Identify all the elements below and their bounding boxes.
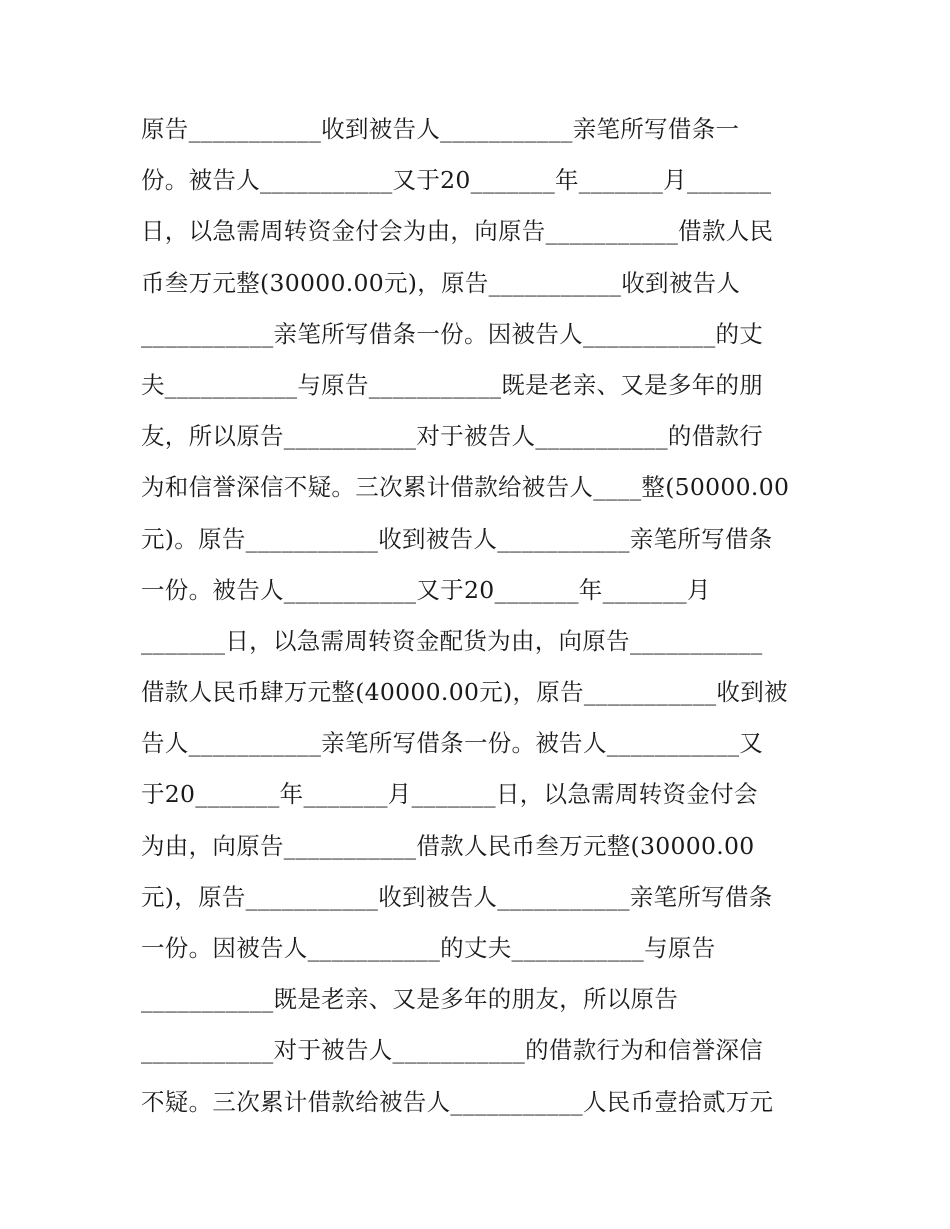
text-line: 元)，原告___________收到被告人___________亲笔所写借条 <box>141 882 773 911</box>
text-line: 不疑。三次累计借款给被告人___________人民币壹拾贰万元 <box>141 1087 774 1116</box>
text-line: _______日，以急需周转资金配货为由，向原告___________ <box>141 626 763 655</box>
text-line: 元)。原告___________收到被告人___________亲笔所写借条 <box>141 524 773 553</box>
text-line: 币叁万元整(30000.00元)，原告___________收到被告人 <box>141 268 741 297</box>
text-line: 一份。因被告人___________的丈夫___________与原告 <box>141 934 716 962</box>
text-line: 为由，向原告___________借款人民币叁万元整(30000.00 <box>141 831 755 860</box>
document-body <box>141 104 821 1128</box>
text-line: 日，以急需周转资金付会为由，向原告___________借款人民 <box>141 217 774 246</box>
text-line: 夫___________与原告___________既是老亲、又是多年的朋 <box>141 370 764 399</box>
text-line: 一份。被告人___________又于20_______年_______月 <box>141 575 711 604</box>
text-line: 份。被告人___________又于20_______年_______月_______ <box>141 166 772 195</box>
text-line: 为和信誉深信不疑。三次累计借款给被告人____整(50000.00 <box>141 473 790 502</box>
text-line: ___________既是老亲、又是多年的朋友，所以原告 <box>141 985 679 1014</box>
text-line: 友，所以原告___________对于被告人___________的借款行 <box>141 422 764 451</box>
text-line: 告人___________亲笔所写借条一份。被告人___________又 <box>141 729 764 758</box>
text-line: 于20_______年_______月_______日，以急需周转资金付会 <box>141 780 758 809</box>
text-line: 原告___________收到被告人___________亲笔所写借条一 <box>141 115 740 143</box>
text-line: ___________亲笔所写借条一份。因被告人___________的丈 <box>141 319 764 348</box>
text-line: ___________对于被告人___________的借款行为和信誉深信 <box>141 1036 764 1065</box>
text-line: 借款人民币肆万元整(40000.00元)，原告___________收到被 <box>141 678 788 707</box>
